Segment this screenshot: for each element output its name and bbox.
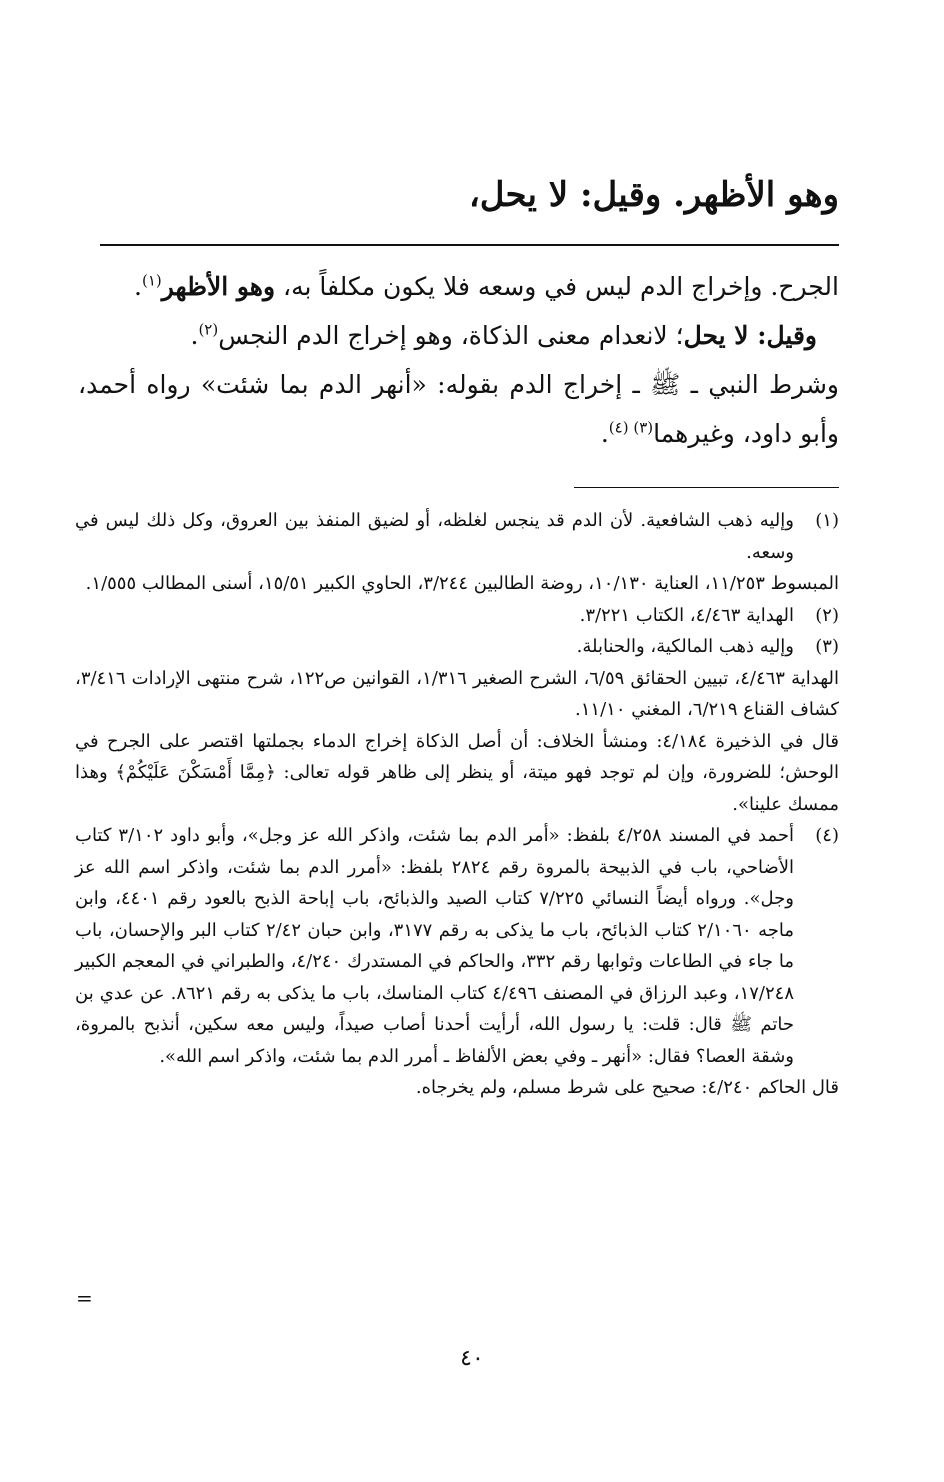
footnote-sources: الهداية ٤/٤٦٣، تبيين الحقائق ٦/٥٩، الشرح الصغير ١/٣١٦، القوانين ص١٢٢، شرح منتهى الإرادات ٣/٤١٦، كشاف القناع ٦/٢١٩، المغني ١١/١٠. <box>75 667 839 720</box>
commentary-paragraph-3 <box>78 360 839 458</box>
commentary-text: وشرط النبي ـ ﷺ ـ إخراج الدم بقوله: «أنهر الدم بما شئت» رواه أحمد، وأبو داود، وغيرهما <box>78 370 839 448</box>
footnote-sources: المبسوط ١١/٢٥٣، العناية ١٠/١٣٠، روضة الطالبين ٣/٢٤٤، الحاوي الكبير ١٥/٥١، أسنى المطالب ١/٥٥٥. <box>85 573 839 594</box>
footnote-ref[interactable]: (١) <box>141 271 162 290</box>
footnote-quote: قال في الذخيرة ٤/١٨٤: ومنشأ الخلاف: أن أصل الذكاة إخراج الدماء بجملتها اقتصر على الجرح في الوحش؛ للضرورة، وإن لم توجد فهو ميتة، أو ينظر إلى ظاهر قوله تعالى: ﴿مِمَّا أَمْسَكْنَ عَلَيْكُمْ﴾ وهذا ممسك علينا». <box>75 730 840 815</box>
commentary-paragraph-1 <box>78 262 839 311</box>
footnote-text: الهداية ٤/٤٦٣، الكتاب ٣/٢٢١. <box>579 604 794 626</box>
commentary-bold: وقيل: لا يحل <box>683 321 817 350</box>
commentary <box>78 262 839 458</box>
commentary-text: . <box>190 321 199 350</box>
footnote-number: (١) <box>815 510 839 531</box>
page-number: ٤٠ <box>460 1346 484 1371</box>
footnote-2 <box>75 600 839 632</box>
matn-divider <box>100 244 839 246</box>
matn-text: وهو الأظهر. وقيل: لا يحل، <box>468 175 839 215</box>
footnote-ref[interactable]: (٢) <box>198 320 219 339</box>
footnote-3 <box>75 631 839 820</box>
footnote-4 <box>75 820 839 1104</box>
footnote-number: (٤) <box>815 825 839 846</box>
commentary-text: . <box>600 419 609 448</box>
commentary-text: . <box>134 272 142 301</box>
continuation-mark: = <box>76 1286 93 1310</box>
commentary-paragraph-2 <box>78 311 839 360</box>
footnote-text: وإليه ذهب المالكية، والحنابلة. <box>576 636 794 657</box>
footnote-text: وإليه ذهب الشافعية. لأن الدم قد ينجس لغلظه، أو لضيق المنفذ بين العروق، وكل ذلك ليس في وسعه. <box>75 510 794 563</box>
commentary-text: ؛ لانعدام معنى الذكاة، وهو إخراج الدم النجس <box>218 321 684 350</box>
footnote-divider <box>574 487 839 488</box>
footnote-number: (٣) <box>815 636 839 657</box>
footnotes <box>75 505 839 1104</box>
footnote-text: أحمد في المسند ٤/٢٥٨ بلفظ: «أمر الدم بما شئت، واذكر الله عز وجل»، وأبو داود ٣/١٠٢ كتاب الأضاحي، باب في الذبيحة بالمروة رقم ٢٨٢٤ بلفظ: «أمرر الدم بما شئت، واذكر اسم الله عز وجل». ورواه أيضاً النسائي ٧/٢٢٥ كتاب الصيد والذبائح، باب إباحة الذبح بالعود رقم ٤٤٠١، وابن ماجه ٢/١٠٦٠ كتاب الذبائح، باب ما يذكى به رقم ٣١٧٧، وابن حبان ٢/٤٢ كتاب البر والإحسان، باب ما جاء في الطاعات وثوابها رقم ٣٣٢، والحاكم في المستدرك ٤/٢٤٠، والطبراني في المعجم الكبير ١٧/٢٤٨، وعبد الرزاق في المصنف ٤/٤٩٦ كتاب المناسك، باب ما يذكى به رقم ٨٦٢١. عن عدي بن حاتم ﷺ قال: قلت: يا رسول الله، أرأيت أحدنا أصاب صيداً، وليس معه سكين، أنذبح بالمروة، وشقة العصا؟ فقال: «أنهر ـ وفي بعض الألفاظ ـ أمرر الدم بما شئت، واذكر اسم الله». <box>75 825 794 1067</box>
commentary-text: الجرح. وإخراج الدم ليس في وسعه فلا يكون مكلفاً به، <box>275 272 839 301</box>
footnote-1 <box>75 505 839 600</box>
commentary-bold: وهو الأظهر <box>161 272 276 301</box>
footnote-sources: قال الحاكم ٤/٢٤٠: صحيح على شرط مسلم، ولم يخرجاه. <box>415 1077 839 1098</box>
footnote-ref[interactable]: (٣) (٤) <box>608 418 654 437</box>
footnote-number: (٢) <box>815 604 839 626</box>
